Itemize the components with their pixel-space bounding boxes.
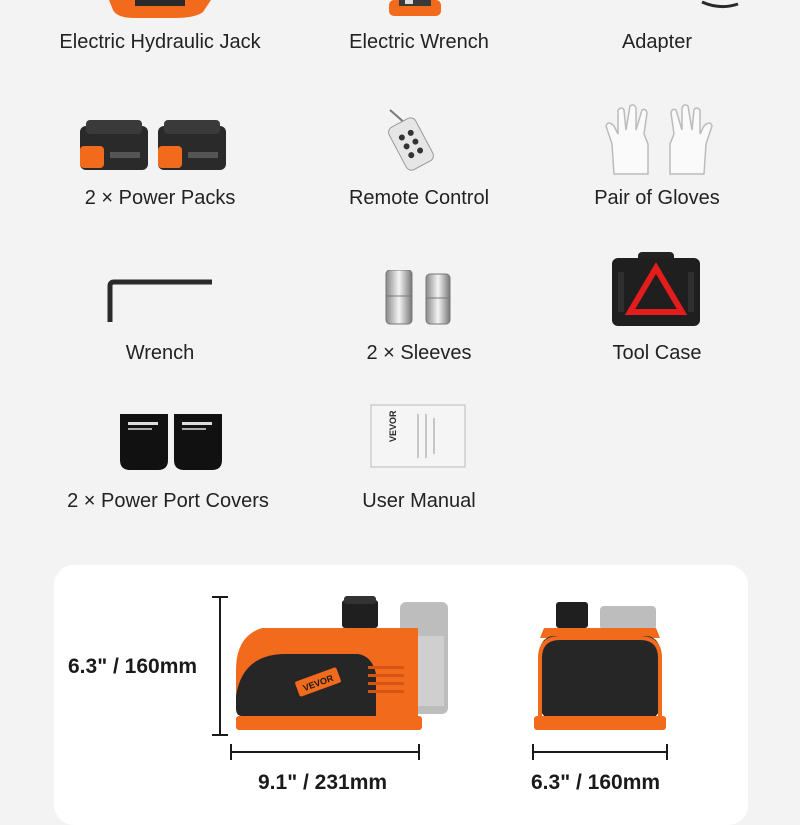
- width-dimension-label: 9.1" / 231mm: [258, 771, 388, 794]
- width-dimension-line: [230, 742, 420, 762]
- item-label-electric-wrench: Electric Wrench: [349, 31, 489, 53]
- item-label-power-packs: 2 × Power Packs: [84, 187, 236, 209]
- remote-control-icon: [380, 106, 450, 172]
- hydraulic-jack-icon: [105, 0, 215, 18]
- item-label-adapter: Adapter: [621, 31, 693, 53]
- height-dimension-line: [210, 596, 230, 736]
- item-label-remote-control: Remote Control: [348, 187, 490, 209]
- jack-front-view: [530, 598, 670, 734]
- adapter-icon: [700, 0, 740, 10]
- height-dimension-label: 6.3" / 160mm: [68, 655, 198, 678]
- item-label-hydraulic-jack: Electric Hydraulic Jack: [59, 31, 261, 53]
- depth-dimension-label: 6.3" / 160mm: [531, 771, 661, 794]
- electric-wrench-icon: [385, 0, 445, 18]
- hex-key-icon: [104, 276, 214, 324]
- socket-sleeve-icon: [382, 270, 456, 326]
- item-label-sleeves: 2 × Sleeves: [366, 342, 472, 364]
- manual-brand: VEVOR: [388, 410, 398, 442]
- port-cover-icon: [118, 410, 224, 472]
- item-label-tool-case: Tool Case: [612, 342, 702, 364]
- item-label-user-manual: User Manual: [362, 490, 476, 512]
- item-label-gloves: Pair of Gloves: [594, 187, 720, 209]
- manual-icon: [370, 404, 466, 468]
- jack-side-view: [232, 596, 458, 734]
- tool-case-icon: [610, 252, 702, 328]
- item-label-wrench: Wrench: [125, 342, 195, 364]
- battery-pack-icon: [76, 120, 236, 172]
- depth-dimension-line: [532, 742, 668, 762]
- item-label-port-covers: 2 × Power Port Covers: [67, 490, 269, 512]
- jack-brand-logo: VEVOR: [301, 672, 335, 694]
- gloves-icon: [604, 104, 714, 176]
